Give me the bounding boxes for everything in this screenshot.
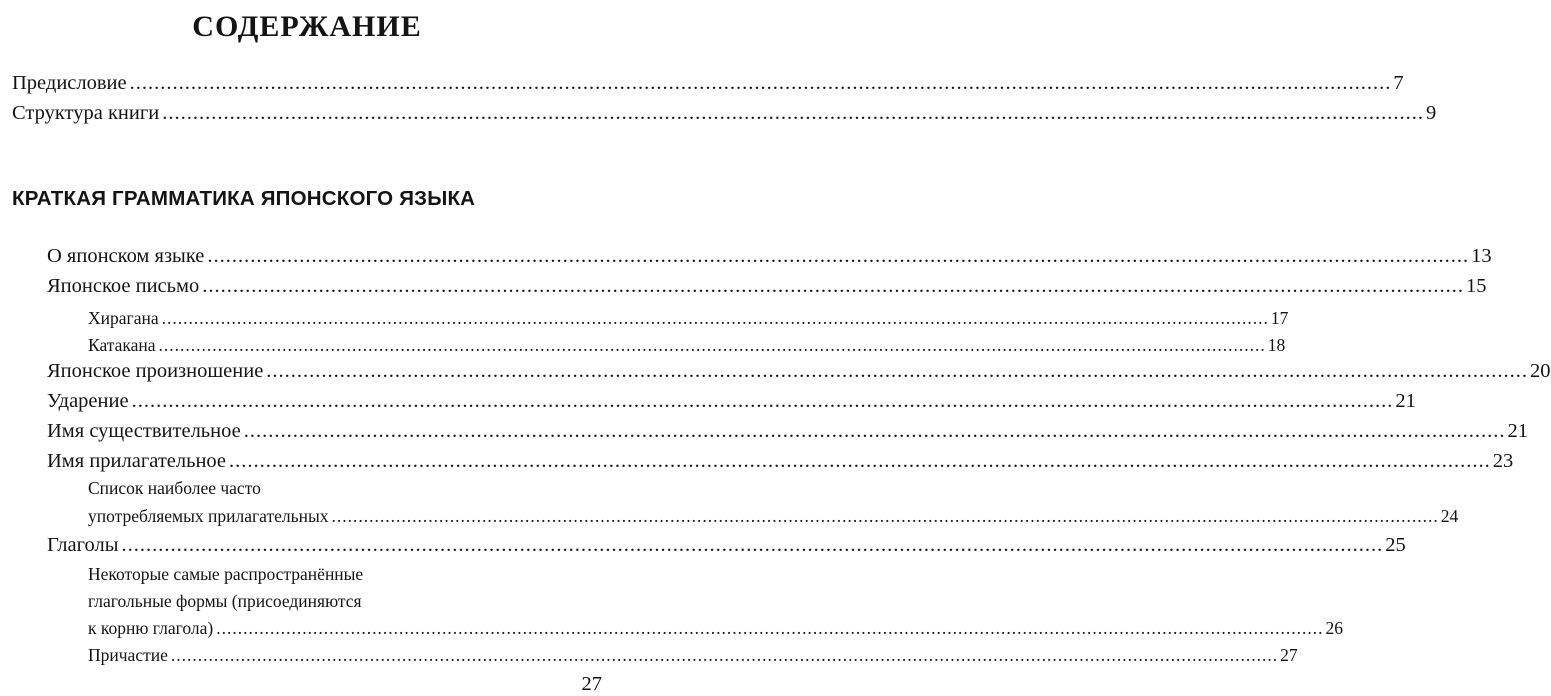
toc-entry-label: Причастие: [88, 645, 168, 665]
toc-entry-katakana[interactable]: [88, 335, 1286, 356]
toc-page-number: 27: [1280, 645, 1298, 665]
toc-entry-label: к корню глагола): [88, 618, 214, 638]
leader-dots: [162, 308, 1269, 329]
toc-entry-label: Ударение: [47, 390, 129, 412]
toc-entry-adjective[interactable]: [47, 450, 1514, 473]
section-heading: КРАТКАЯ ГРАММАТИКА ЯПОНСКОГО ЯЗЫКА: [12, 187, 476, 210]
toc-entry-label-line: Список наиболее часто: [88, 478, 261, 498]
toc-entry-pronunciation[interactable]: [47, 360, 1551, 383]
toc-entry-participle[interactable]: [88, 645, 1298, 666]
leader-dots: [244, 420, 1506, 443]
toc-entry-verbs[interactable]: [47, 534, 1406, 557]
toc-entry-label-line: глагольные формы (присоединяются: [88, 591, 362, 611]
toc-entry-about-japanese[interactable]: [47, 245, 1492, 268]
toc-entry-label: Катакана: [88, 335, 156, 355]
leader-dots: [171, 645, 1278, 666]
leader-dots: [229, 450, 1491, 473]
toc-entry-japanese-writing[interactable]: [47, 275, 1487, 298]
leader-dots: [207, 245, 1469, 268]
toc-page-number: 27: [581, 673, 602, 695]
toc-entry-label: Предисловие: [12, 72, 127, 94]
leader-dots: [122, 534, 1384, 557]
toc-page-number: 15: [1465, 275, 1487, 297]
toc-entry-book-structure[interactable]: [12, 102, 1437, 125]
toc-entry-preface[interactable]: [12, 72, 1404, 95]
leader-dots: [202, 275, 1464, 298]
toc-entry-label: Хирагана: [88, 308, 159, 328]
toc-page-number: 7: [1393, 72, 1404, 94]
leader-dots: [331, 506, 1438, 527]
toc-entry-label: употребляемых прилагательных: [88, 506, 329, 526]
toc-entry-cutoff: [47, 667, 602, 695]
toc-page-number: 26: [1325, 618, 1343, 638]
toc-entry-label: Японское письмо: [47, 275, 200, 297]
toc-page-number: 18: [1267, 335, 1286, 355]
toc-entry-label: О японском языке: [47, 245, 205, 267]
toc-page-number: 20: [1530, 360, 1551, 382]
toc-entry-label-line: Некоторые самые распространённые: [88, 564, 364, 584]
toc-page-number: 9: [1425, 102, 1437, 124]
toc-entry-verb-forms[interactable]: [88, 618, 1343, 639]
toc-entry-label: Глаголы: [47, 534, 119, 556]
page-title: СОДЕРЖАНИЕ: [192, 10, 422, 43]
toc-entry-noun[interactable]: [47, 420, 1528, 443]
leader-dots: [159, 335, 1266, 356]
toc-entry-hiragana[interactable]: [88, 308, 1289, 329]
toc-page-number: 17: [1270, 308, 1289, 328]
toc-page-number: 25: [1385, 534, 1406, 556]
toc-entry-stress[interactable]: [47, 390, 1416, 413]
leader-dots: [162, 102, 1424, 125]
toc-page-number: 21: [1507, 420, 1528, 442]
leader-dots: [216, 618, 1323, 639]
toc-entry-label: Имя прилагательное: [47, 450, 227, 472]
leader-dots: [266, 360, 1528, 383]
toc-entry-label: Имя существительное: [47, 420, 241, 442]
toc-page-number: 24: [1440, 506, 1459, 526]
toc-page-number: 13: [1471, 245, 1492, 267]
toc-entry-label: Структура книги: [12, 102, 160, 124]
toc-entry-common-adjectives[interactable]: [88, 506, 1459, 527]
toc-page-number: 21: [1395, 390, 1416, 412]
toc-page-number: 23: [1492, 450, 1514, 472]
leader-dots: [132, 390, 1394, 413]
leader-dots: [130, 72, 1392, 95]
toc-entry-label: Японское произношение: [47, 360, 264, 382]
